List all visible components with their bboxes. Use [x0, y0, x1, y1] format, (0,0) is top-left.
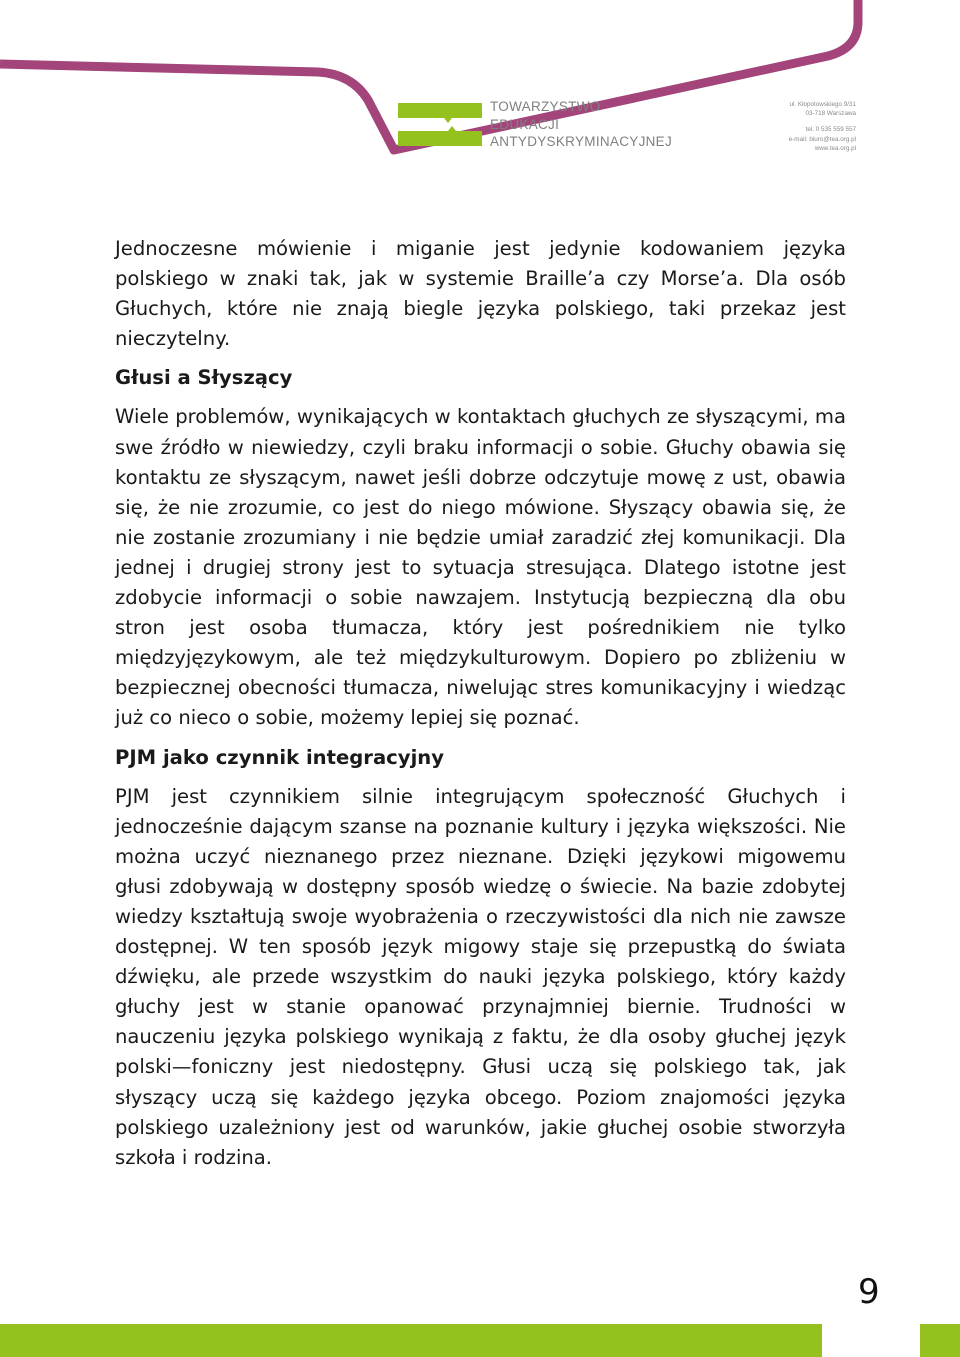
footer-bar: [0, 1324, 822, 1357]
contact-line[interactable]: e-mail: biuro@tea.org.pl: [788, 135, 856, 143]
paragraph: Wiele problemów, wynikających w kontaktach głuchych ze słyszącymi, ma swe źródło w niewiedzy, czyli braku informacji o sobie. Głuchy obawia się kontaktu ze słyszącym, nawet jeśli dobrze odczytuje mowę z ust, obawia się, że nie zrozumie, co jest do niego mówione. Słyszący obawia się, że nie zostanie zrozumiany i nie będzie umiał zaradzić złej komunikacji. Dla jednej i drugiej strony jest to sytuacja stresująca. Dlatego istotne jest zdobycie informacji o sobie nawzajem. Instytucją bezpieczną dla obu stron jest osoba tłumacza, który jest pośrednikiem nie tylko międzyjęzykowym, ale też międzykulturowym. Dopiero po zbliżeniu w bezpiecznej obecności tłumacza, niwelując stres komunikacyjny i wiedząc już co nieco o sobie, możemy lepiej się poznać.: [115, 405, 846, 730]
section-heading: Głusi a Słyszący: [115, 366, 293, 390]
paragraph: PJM jest czynnikiem silnie integrującym społeczność Głuchych i jednocześnie dającym szanse na poznanie kultury i języka większości. Nie można uczyć nieznanego przez nieznane. Dzięki językowi migowemu głusi zdobywają w dostępny sposób wiedzę o świecie. Na bazie zdobytej wiedzy kształtują swoje wyobrażenia o rzeczywistości dla nich nie zawsze dostępnej. W ten sposób język migowy staje się przepustką do świata dźwięku, ale przede wszystkim do nauki języka polskiego, który każdy głuchy jest w stanie opanować przynajmniej biernie. Trudności w nauczeniu języka polskiego wynikają z faktu, że dla osoby głuchej język polski—foniczny jest niedostępny. Głusi uczą się polskiego tak, jak słyszący uczą się każdego języka obcego. Poziom znajomości języka polskiego uzależniony jest od warunków, jakie głuchej osobie stworzyła szkoła i rodzina.: [115, 784, 846, 1169]
logo-mark: [398, 103, 482, 146]
logo-line: EDUKACJI: [490, 116, 560, 132]
frame-line: [0, 0, 858, 150]
section-heading: PJM jako czynnik integracyjny: [115, 745, 445, 769]
document-body: [115, 234, 846, 1182]
logo-line: TOWARZYSTWO: [490, 99, 601, 114]
address-line: ul. Kłopotowskiego 9/31: [789, 101, 856, 108]
address-line: 03-718 Warszawa: [805, 110, 856, 118]
logo-line: ANTYDYSKRYMINACYJNEJ: [490, 134, 673, 149]
page-number: 9: [858, 1272, 880, 1312]
footer-bar-corner: [920, 1324, 960, 1357]
contact-line: tel. 0 535 559 557: [805, 126, 856, 134]
contact-line[interactable]: www.tea.org.pl: [814, 144, 856, 152]
paragraph: Jednoczesne mówienie i miganie jest jedynie kodowaniem języka polskiego w znaki tak, jak w systemie Braille’a czy Morse’a. Dla osób Głuchych, które nie znają biegle języka polskiego, taki przekaz jest nieczytelny.: [115, 237, 846, 351]
logo-wordmark: [490, 98, 672, 151]
address-block: [764, 100, 856, 153]
